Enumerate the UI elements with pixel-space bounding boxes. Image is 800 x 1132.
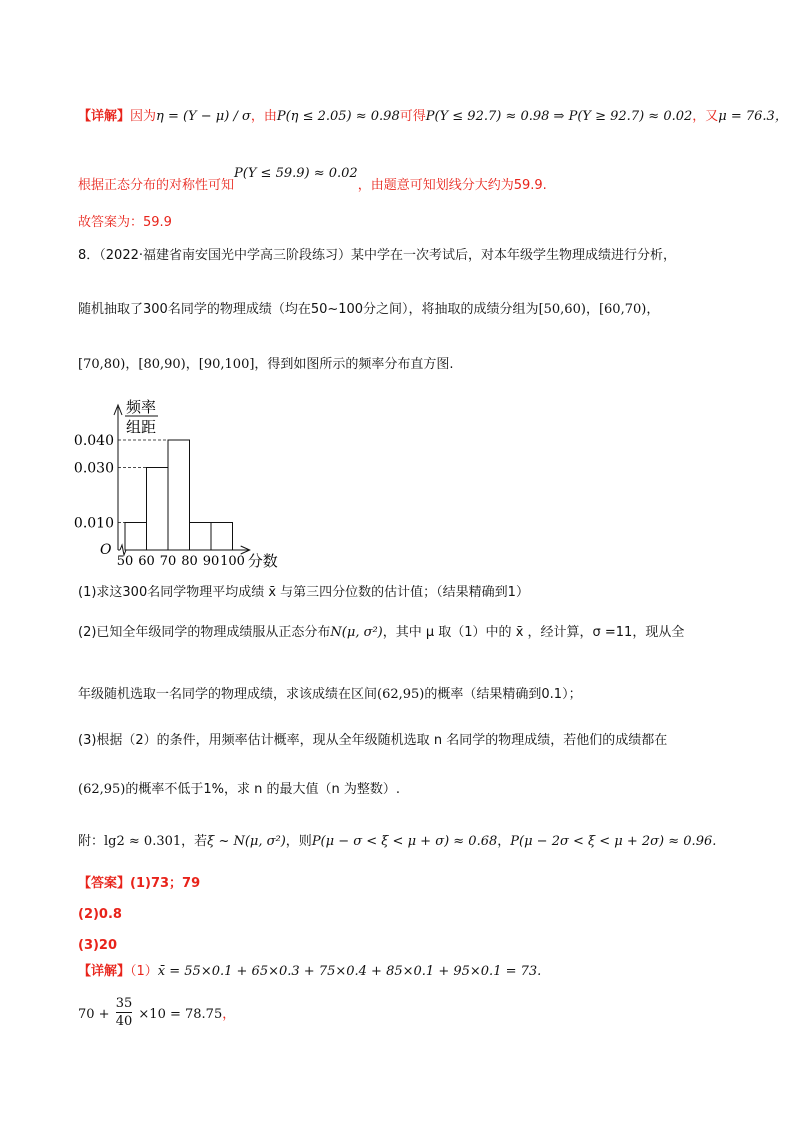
- answer-tag: 【答案】: [78, 876, 131, 891]
- interval: [90,100]: [198, 357, 255, 372]
- question-2-line-2: [78, 685, 582, 705]
- formula: ×10 = 78.75: [138, 1007, 223, 1022]
- text: ，由: [250, 109, 277, 124]
- question-1: (1)求这300名同学物理平均成绩 x̄ 与第三四分位数的估计值；（结果精确到1）: [78, 585, 529, 600]
- text: ，: [646, 302, 660, 317]
- text: ，: [125, 357, 139, 372]
- answer-1: (1)73；79: [130, 876, 201, 891]
- formula: x̄ = 55×0.1 + 65×0.3 + 75×0.4 + 85×0.1 + 95×0.1 = 73.: [157, 964, 542, 979]
- problem-line-3: [78, 355, 454, 375]
- text: 随机抽取了300名同学的物理成绩（均在50~100分之间），将抽取的成绩分组为: [78, 302, 539, 317]
- detail-tag: 【详解】: [78, 109, 131, 124]
- text: 可得: [399, 109, 426, 124]
- answer-3: (3)20: [78, 938, 118, 953]
- text: ，其中 μ 取（1）中的 x̄ ，经计算，σ =11，现从全: [382, 625, 685, 640]
- text: ，: [222, 1007, 236, 1022]
- answer-2: (2)0.8: [78, 907, 122, 922]
- text: (2)已知全年级同学的物理成绩服从正态分布: [78, 625, 331, 640]
- formula: lg2 ≈ 0.301: [104, 834, 182, 849]
- text: ，则: [285, 834, 312, 849]
- question-3-line-1: (3)根据（2）的条件，用频率估计概率，现从全年级随机选取 n 名同学的物理成绩，若他们的成绩都在: [78, 733, 668, 748]
- text: ，由题意可知划线分大约为59.9.: [357, 178, 547, 193]
- detail-line-1: [78, 107, 788, 127]
- interval: [50,60): [538, 302, 586, 317]
- x-tick-label: 90: [202, 554, 220, 569]
- text: 根据正态分布的对称性可知: [78, 178, 235, 193]
- detail-line-2: [78, 164, 547, 193]
- x-tick-label: 60: [138, 554, 155, 569]
- x-tick-label: 80: [181, 554, 198, 569]
- formula: P(η ≤ 2.05) ≈ 0.98: [276, 109, 400, 124]
- frequency-histogram: [70, 395, 310, 575]
- answer-block: [78, 874, 200, 894]
- solution-line-2: [78, 995, 235, 1035]
- x-tick-label: 50: [116, 554, 134, 569]
- y-axis-label-bottom: 组距: [126, 418, 157, 436]
- interval: (62,95): [78, 782, 126, 797]
- text: ，又: [692, 109, 719, 124]
- question-3-line-2: [78, 780, 400, 800]
- text: （1）: [130, 964, 158, 979]
- interval: [80,90): [138, 357, 186, 372]
- interval: (62,95): [377, 687, 425, 702]
- x-tick-label: 70: [159, 554, 177, 569]
- note-line: [78, 832, 716, 852]
- histogram-bar: [190, 523, 212, 551]
- y-axis-label-top: 频率: [126, 398, 157, 416]
- text: ，: [585, 302, 599, 317]
- fraction: [116, 995, 133, 1030]
- formula: N(μ, σ²): [330, 625, 383, 640]
- text: ，: [185, 357, 199, 372]
- problem-line-1: 8．（2022·福建省南安国光中学高三阶段练习）某中学在一次考试后，对本年级学生物理成绩进行分析，: [78, 248, 676, 263]
- x-tick-label: 100: [220, 554, 245, 569]
- formula: 70 +: [78, 1007, 110, 1022]
- formula: P(Y ≤ 59.9) ≈ 0.02: [234, 166, 358, 181]
- y-tick-label: 0.010: [73, 515, 114, 532]
- formula: μ = 76.3，: [718, 109, 788, 124]
- origin-label: O: [100, 542, 112, 558]
- solution-line-1: [78, 962, 541, 982]
- text: 年级随机选取一名同学的物理成绩，求该成绩在区间: [78, 687, 378, 702]
- answer-line: 故答案为：59.9: [78, 215, 172, 230]
- histogram-bar: [211, 523, 233, 551]
- y-tick-label: 0.030: [73, 460, 114, 477]
- formula: ξ ~ N(μ, σ²): [207, 834, 286, 849]
- histogram-bar: [168, 440, 190, 550]
- y-tick-label: 0.040: [73, 433, 114, 449]
- detail-tag: 【详解】: [78, 964, 131, 979]
- text: 的概率不低于1%，求 n 的最大值（n 为整数）.: [125, 782, 401, 797]
- text: ，得到如图所示的频率分布直方图.: [254, 357, 454, 372]
- fraction-numerator: 35: [115, 996, 133, 1011]
- eta-formula: η = (Y − μ) / σ: [156, 109, 251, 124]
- question-2-line-1: [78, 623, 684, 643]
- text: 的概率（结果精确到0.1）；: [424, 687, 582, 702]
- interval: [60,70): [598, 302, 647, 317]
- histogram-bar: [147, 468, 169, 551]
- formula: P(μ − σ < ξ < μ + σ) ≈ 0.68: [311, 834, 498, 849]
- text: ，: [497, 834, 511, 849]
- histogram-bar: [125, 523, 147, 551]
- formula: P(Y ≤ 92.7) ≈ 0.98 ⇒ P(Y ≥ 92.7) ≈ 0.02: [425, 109, 693, 124]
- text: 因为: [130, 109, 157, 124]
- formula: P(μ − 2σ < ξ < μ + 2σ) ≈ 0.96.: [510, 834, 717, 849]
- x-axis-label: 分数: [247, 552, 278, 570]
- text: ，若: [181, 834, 208, 849]
- text: 附：: [78, 834, 105, 849]
- interval: [70,80): [78, 357, 126, 372]
- problem-line-2: [78, 300, 659, 320]
- fraction-denominator: 40: [115, 1014, 133, 1029]
